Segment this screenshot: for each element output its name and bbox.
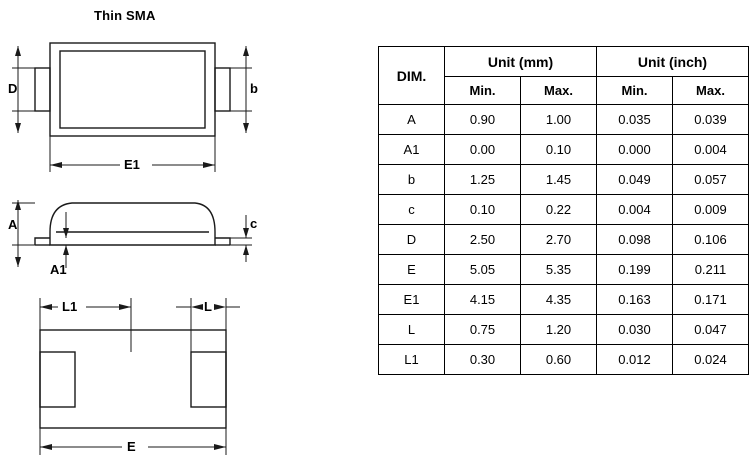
table-row [379,255,749,285]
cell-dim: b [379,165,445,195]
cell-dim: A [379,105,445,135]
cell-dim: A1 [379,135,445,165]
label-E: E [127,439,136,454]
header-mm-max: Max. [521,77,597,105]
dimension-A [12,200,35,267]
dimension-L1 [40,298,131,352]
cell-mm-max: 2.70 [521,225,597,255]
cell-mm-min: 0.90 [445,105,521,135]
header-unit-inch: Unit (inch) [597,47,749,77]
cell-mm-min: 0.10 [445,195,521,225]
label-D: D [8,81,18,96]
cell-dim: L [379,315,445,345]
header-mm-min: Min. [445,77,521,105]
bottom-view [40,330,226,428]
cell-inch-min: 0.000 [597,135,673,165]
cell-inch-min: 0.199 [597,255,673,285]
table-row [379,285,749,315]
dimensions-table [378,46,749,375]
label-E1: E1 [124,157,140,172]
cell-mm-max: 1.00 [521,105,597,135]
label-A: A [8,217,18,232]
cell-mm-max: 1.45 [521,165,597,195]
cell-dim: D [379,225,445,255]
cell-dim: c [379,195,445,225]
top-view [35,43,230,136]
cell-mm-max: 4.35 [521,285,597,315]
cell-dim: E1 [379,285,445,315]
cell-inch-max: 0.024 [673,345,749,375]
cell-inch-min: 0.163 [597,285,673,315]
table-row [379,345,749,375]
cell-inch-max: 0.211 [673,255,749,285]
cell-inch-min: 0.030 [597,315,673,345]
cell-inch-max: 0.039 [673,105,749,135]
mechanical-drawing [0,0,370,469]
table-header-row-units [379,47,749,77]
cell-inch-max: 0.047 [673,315,749,345]
cell-dim: E [379,255,445,285]
table-row [379,315,749,345]
cell-inch-min: 0.004 [597,195,673,225]
table-row [379,135,749,165]
cell-mm-min: 1.25 [445,165,521,195]
cell-mm-min: 5.05 [445,255,521,285]
side-view [35,203,230,245]
cell-mm-max: 1.20 [521,315,597,345]
header-inch-min: Min. [597,77,673,105]
cell-inch-min: 0.098 [597,225,673,255]
cell-mm-max: 5.35 [521,255,597,285]
label-c: c [250,216,258,231]
cell-inch-min: 0.012 [597,345,673,375]
label-L1: L1 [62,299,78,314]
cell-mm-max: 0.60 [521,345,597,375]
cell-mm-min: 0.30 [445,345,521,375]
cell-inch-min: 0.035 [597,105,673,135]
cell-inch-max: 0.009 [673,195,749,225]
dimension-c [230,215,252,262]
cell-inch-min: 0.049 [597,165,673,195]
header-inch-max: Max. [673,77,749,105]
dimension-b [230,46,252,133]
cell-dim: L1 [379,345,445,375]
table-row [379,105,749,135]
label-b: b [250,81,258,96]
header-unit-mm: Unit (mm) [445,47,597,77]
cell-mm-max: 0.22 [521,195,597,225]
table-row [379,165,749,195]
cell-inch-max: 0.057 [673,165,749,195]
label-A1: A1 [50,262,67,277]
table-row [379,195,749,225]
cell-mm-max: 0.10 [521,135,597,165]
table-row [379,225,749,255]
label-L: L [204,299,212,314]
cell-inch-max: 0.004 [673,135,749,165]
cell-mm-min: 0.75 [445,315,521,345]
cell-mm-min: 4.15 [445,285,521,315]
cell-mm-min: 0.00 [445,135,521,165]
page-title: Thin SMA [94,8,156,23]
cell-inch-max: 0.106 [673,225,749,255]
dimension-A1 [63,212,69,268]
cell-inch-max: 0.171 [673,285,749,315]
cell-mm-min: 2.50 [445,225,521,255]
header-dim: DIM. [379,47,445,105]
